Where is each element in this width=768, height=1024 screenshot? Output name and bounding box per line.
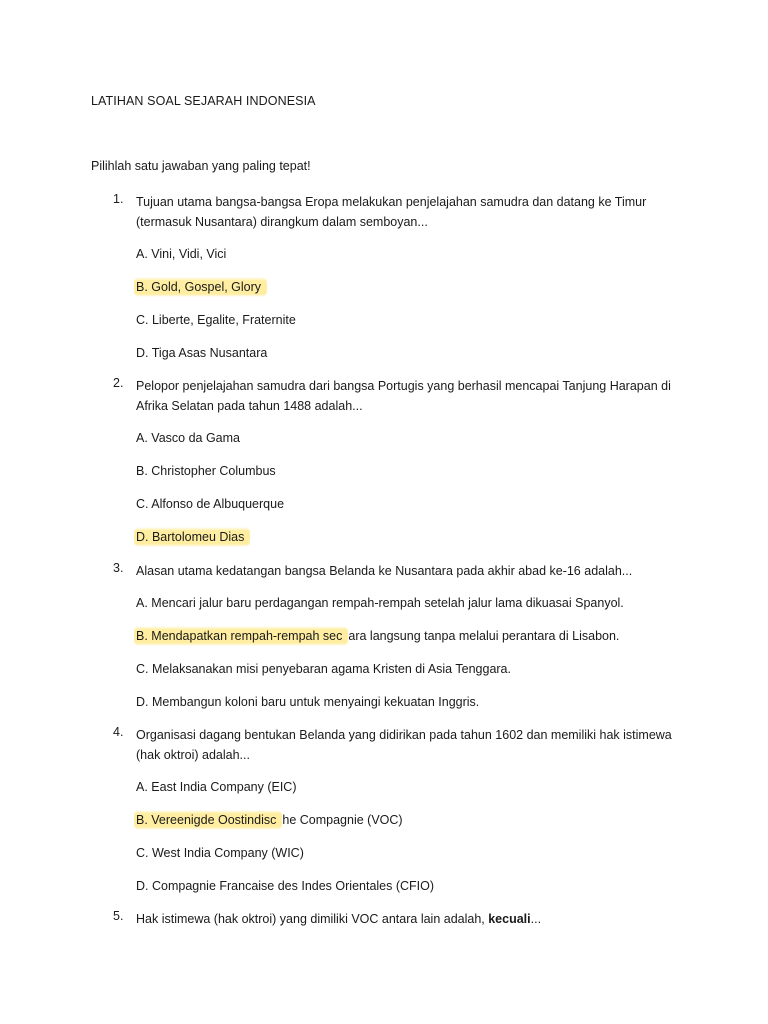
- instruction-text: Pilihlah satu jawaban yang paling tepat!: [91, 159, 311, 173]
- option-1a: A. Vini, Vidi, Vici: [136, 247, 227, 261]
- highlighted-answer: B. Gold, Gospel, Glory: [134, 277, 267, 297]
- question-text: Pelopor penjelajahan samudra dari bangsa Portugis yang berhasil mencapai Tanjung Harapan di Afrika Selatan pada tahun 1488 adalah...: [136, 379, 671, 413]
- question-text: Organisasi dagang bentukan Belanda yang didirikan pada tahun 1602 dan memiliki hak istimewa (hak oktroi) adalah...: [136, 728, 672, 762]
- option-4b: B. Vereenigde Oostindisc he Compagnie (VOC): [136, 811, 403, 829]
- highlighted-answer: B. Mendapatkan rempah-rempah sec: [134, 626, 348, 646]
- question-number: 5.: [113, 909, 124, 923]
- option-1b: [136, 278, 267, 296]
- question-text: Alasan utama kedatangan bangsa Belanda ke Nusantara pada akhir abad ke-16 adalah...: [136, 564, 633, 578]
- highlighted-answer: B. Vereenigde Oostindisc: [134, 810, 282, 830]
- question-number: 4.: [113, 725, 124, 739]
- option-3b: B. Mendapatkan rempah-rempah sec ara langsung tanpa melalui perantara di Lisabon.: [136, 627, 619, 645]
- option-2b: B. Christopher Columbus: [136, 464, 276, 478]
- question-number: 3.: [113, 561, 124, 575]
- highlighted-answer: D. Bartolomeu Dias: [134, 527, 250, 547]
- option-3a: A. Mencari jalur baru perdagangan rempah-rempah setelah jalur lama dikuasai Spanyol.: [136, 596, 624, 610]
- question-text: Tujuan utama bangsa-bangsa Eropa melakukan penjelajahan samudra dan datang ke Timur (termasuk Nusantara) dirangkum dalam semboyan...: [136, 195, 647, 229]
- option-3c: C. Melaksanakan misi penyebaran agama Kristen di Asia Tenggara.: [136, 662, 511, 676]
- question-number: 2.: [113, 376, 124, 390]
- option-2a: A. Vasco da Gama: [136, 431, 240, 445]
- question-number: 1.: [113, 192, 124, 206]
- option-4c: C. West India Company (WIC): [136, 846, 304, 860]
- question-text: Hak istimewa (hak oktroi) yang dimiliki VOC antara lain adalah, kecuali...: [136, 912, 542, 926]
- option-2c: C. Alfonso de Albuquerque: [136, 497, 285, 511]
- option-1c: C. Liberte, Egalite, Fraternite: [136, 313, 296, 327]
- option-3d: D. Membangun koloni baru untuk menyaingi kekuatan Inggris.: [136, 695, 480, 709]
- emphasis-word: kecuali: [488, 912, 531, 926]
- option-4a: A. East India Company (EIC): [136, 780, 297, 794]
- document-title: LATIHAN SOAL SEJARAH INDONESIA: [91, 94, 316, 108]
- option-2d: [136, 528, 250, 546]
- option-1d: D. Tiga Asas Nusantara: [136, 346, 268, 360]
- option-4d: D. Compagnie Francaise des Indes Orientales (CFIO): [136, 879, 435, 893]
